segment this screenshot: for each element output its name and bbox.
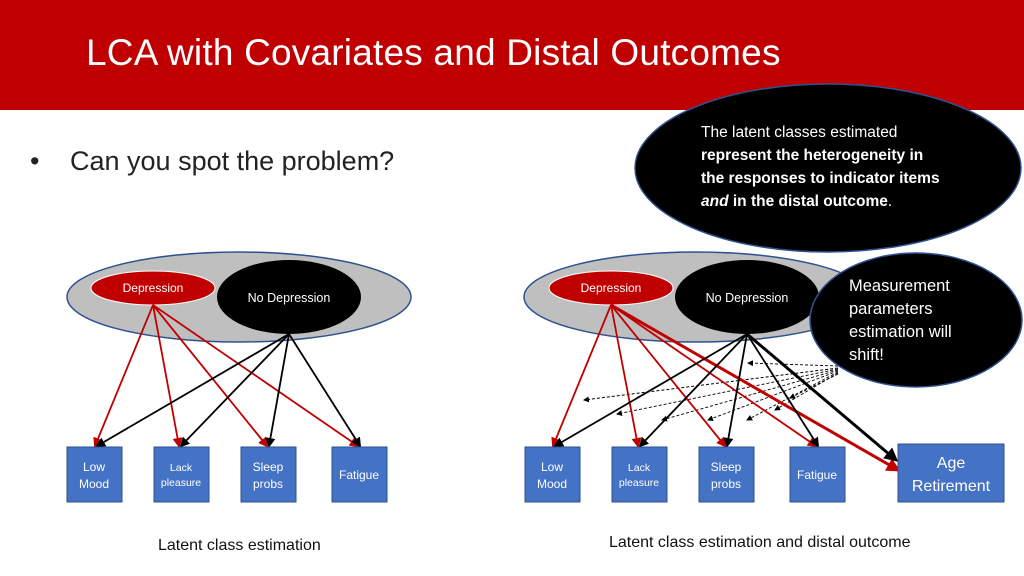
arrow-nodep-fatigue <box>289 334 360 446</box>
item-box-sleep-probs <box>241 447 296 502</box>
distal-outcome-l2: Retirement <box>911 478 991 495</box>
left-item-sleep-l2: probs <box>252 477 284 491</box>
callout-shift-line1: Measurement <box>849 277 950 295</box>
left-diagram <box>67 252 411 502</box>
right-item-low-mood-l1: Low <box>540 460 564 474</box>
right-item-lack-pleasure-l1: Lack <box>627 462 651 474</box>
callout-distal-text: in the distal outcome <box>728 193 888 210</box>
callout-shift-text <box>849 275 979 367</box>
arrow-nodep-lowmood <box>97 334 289 446</box>
callout-shift-line3: estimation will <box>849 323 952 341</box>
callout-heterogeneity-line2: represent the heterogeneity in <box>701 147 924 164</box>
right-item-sleep-l1: Sleep <box>710 460 742 474</box>
callout-emphasis-and: and <box>701 193 729 210</box>
left-item-lack-pleasure-l1: Lack <box>169 462 193 474</box>
left-class-depression-label: Depression <box>122 281 184 295</box>
callout-shift-line2: parameters <box>849 300 933 318</box>
bullet-dot: • <box>30 146 40 176</box>
item-box-low-mood <box>67 447 122 502</box>
callout-shift-line4: shift! <box>849 346 884 364</box>
callout-heterogeneity-text <box>701 121 1001 213</box>
callout-period: . <box>887 193 893 210</box>
item-box-lack-pleasure <box>612 447 667 502</box>
item-box-lack-pleasure <box>154 447 209 502</box>
left-item-low-mood-l1: Low <box>82 460 106 474</box>
right-class-no-depression-label: No Depression <box>705 291 789 305</box>
left-item-lack-pleasure-l2: pleasure <box>160 477 202 489</box>
right-item-fatigue-l1: Fatigue <box>796 468 838 482</box>
left-item-low-mood-l2: Mood <box>78 477 110 491</box>
callout-heterogeneity-line1: The latent classes estimated <box>701 124 898 141</box>
callout-heterogeneity-line3: the responses to indicator items <box>701 170 940 187</box>
right-diagram-caption: Latent class estimation and distal outcome <box>609 534 911 551</box>
bullet-text: Can you spot the problem? <box>70 146 395 176</box>
item-box-sleep-probs <box>699 447 754 502</box>
right-class-depression-label: Depression <box>580 281 642 295</box>
left-diagram-caption: Latent class estimation <box>158 537 321 554</box>
left-item-fatigue-l1: Fatigue <box>338 468 380 482</box>
arrow-nodep-lowmood <box>555 334 747 446</box>
left-class-no-depression-label: No Depression <box>247 291 331 305</box>
right-item-lack-pleasure-l2: pleasure <box>618 477 660 489</box>
item-box-low-mood <box>525 447 580 502</box>
slide-title: LCA with Covariates and Distal Outcomes <box>86 32 781 73</box>
callout-heterogeneity-line4 <box>701 190 1001 213</box>
right-item-low-mood-l2: Mood <box>536 477 568 491</box>
distal-outcome-l1: Age <box>936 455 966 472</box>
left-item-sleep-l1: Sleep <box>252 460 284 474</box>
right-item-sleep-l2: probs <box>710 477 742 491</box>
